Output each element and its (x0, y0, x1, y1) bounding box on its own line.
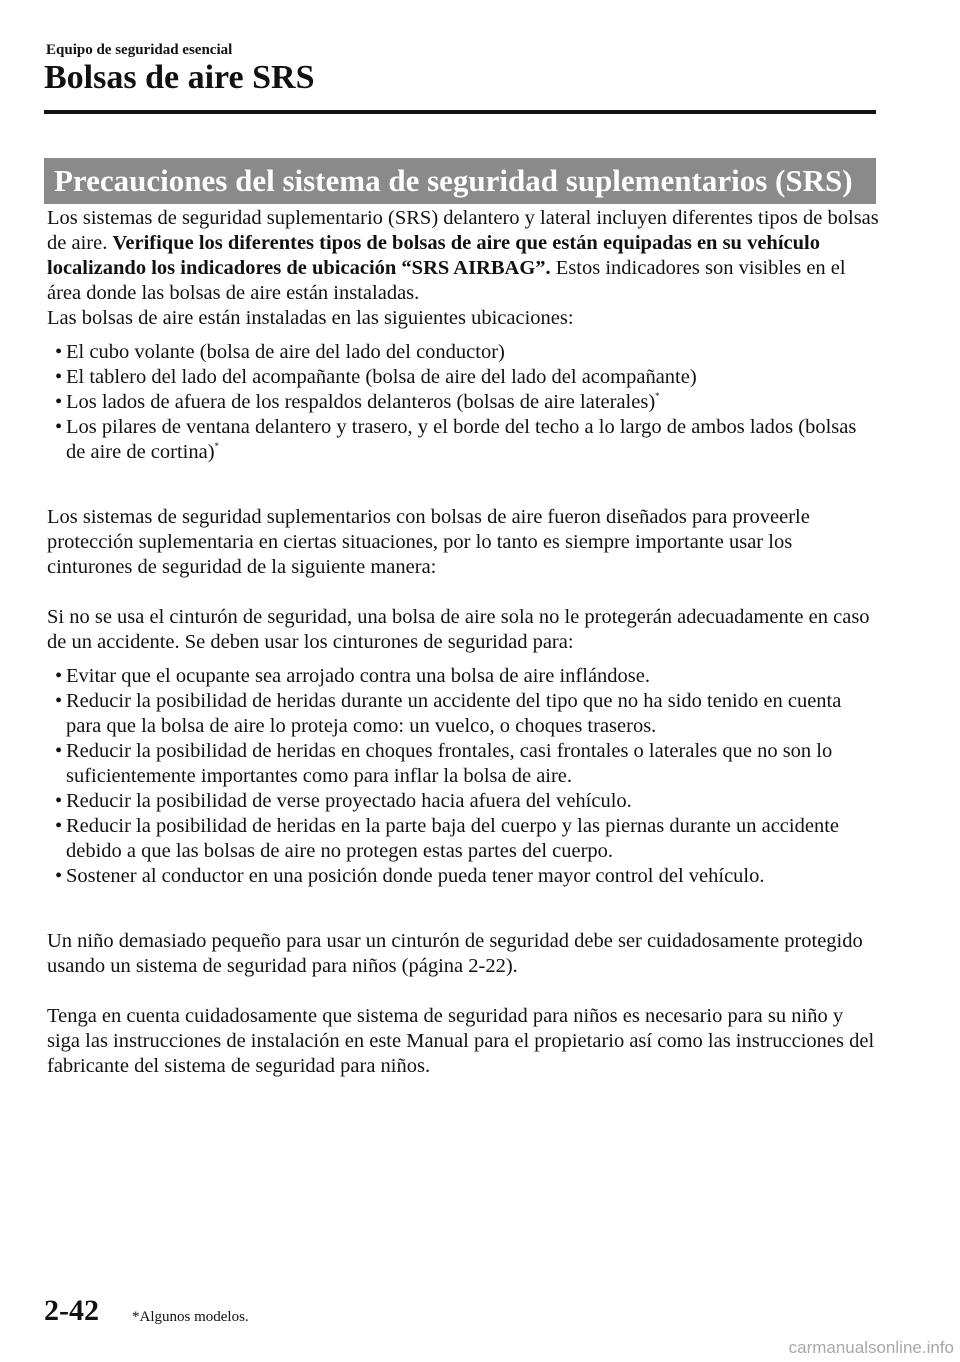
list-item (47, 739, 879, 789)
list-item (47, 789, 879, 814)
instructions-paragraph: Tenga en cuenta cuidadosamente que sistema de seguridad para niños es necesario para su niño y siga las instrucciones de instalación en este Manual para el propietario así como las instrucciones del fabricante del sistema de seguridad para niños. (47, 1005, 875, 1077)
intro-bold-text: Verifique los diferentes tipos de bolsas de aire que están equipadas en su vehículo localizando los indicadores de ubicación “SRS AIRBAG”. (47, 232, 820, 279)
locations-intro: Las bolsas de aire están instaladas en las siguientes ubicaciones: (47, 307, 574, 329)
list-item-text: El cubo volante (bolsa de aire del lado del conductor) (66, 341, 505, 363)
list-item (47, 415, 879, 465)
bullet-icon: • (55, 740, 63, 762)
footnote-mark: * (655, 391, 660, 401)
intro-text: Los sistemas de seguridad suplementario (SRS) delantero y lateral incluyen diferentes tipos de bolsas de aire. (47, 207, 879, 254)
page-content (47, 206, 879, 1079)
list-item-text: El tablero del lado del acompañante (bolsa de aire del lado del acompañante) (66, 366, 697, 388)
intro-paragraph (47, 206, 879, 306)
bullet-icon: • (55, 790, 63, 812)
bullet-icon: • (55, 690, 63, 712)
section-banner (44, 158, 876, 204)
watermark: carmanualsonline.info (788, 1338, 954, 1357)
page-number: 2-42 (44, 1294, 99, 1327)
belt-paragraph: Si no se usa el cinturón de seguridad, una bolsa de aire sola no le protegerán adecuadamente en caso de un accidente. Se deben usar los cinturones de seguridad para: (47, 606, 870, 653)
list-item (47, 689, 879, 739)
list-item-text: Reducir la posibilidad de heridas en choques frontales, casi frontales o laterales que no son lo suficientemente importantes como para inflar la bolsa de aire. (66, 740, 833, 787)
list-item-text: Reducir la posibilidad de heridas durante un accidente del tipo que no ha sido tenido en cuenta para que la bolsa de aire lo proteja como: un vuelco, o choques traseros. (66, 690, 842, 737)
intro-text-end: Estos indicadores son visibles en el área donde las bolsas de aire están instaladas. (47, 257, 846, 304)
child-paragraph: Un niño demasiado pequeño para usar un cinturón de seguridad debe ser cuidadosamente protegido usando un sistema de seguridad para niños (página 2-22). (47, 930, 863, 977)
list-item (47, 864, 879, 889)
bullet-icon: • (55, 366, 63, 388)
section-label: Equipo de seguridad esencial (46, 42, 233, 58)
airbag-locations-list (47, 340, 879, 465)
list-item-text: Sostener al conductor en una posición donde pueda tener mayor control del vehículo. (66, 865, 765, 887)
footnote-mark: * (214, 441, 220, 451)
title-divider (44, 110, 876, 114)
page-title: Bolsas de aire SRS (44, 59, 315, 96)
list-item (47, 340, 879, 365)
list-item (47, 390, 879, 415)
list-item (47, 664, 879, 689)
list-item-text: Los lados de afuera de los respaldos delanteros (bolsas de aire laterales) (66, 391, 656, 413)
belt-reasons-list (47, 664, 879, 889)
list-item (47, 814, 879, 864)
bullet-icon: • (55, 665, 63, 687)
bullet-icon: • (55, 865, 63, 887)
list-item-text: Reducir la posibilidad de verse proyectado hacia afuera del vehículo. (66, 790, 632, 812)
bullet-icon: • (55, 815, 63, 837)
footnote: *Algunos modelos. (132, 1309, 249, 1325)
bullet-icon: • (55, 416, 63, 438)
banner-heading: Precauciones del sistema de seguridad suplementarios (SRS) (54, 163, 853, 198)
bullet-icon: • (55, 391, 63, 413)
list-item-text: Los pilares de ventana delantero y trasero, y el borde del techo a lo largo de ambos lados (bolsas de aire de cortina) (66, 416, 857, 463)
list-item-text: Reducir la posibilidad de heridas en la parte baja del cuerpo y las piernas durante un accidente debido a que las bolsas de aire no protegen estas partes del cuerpo. (66, 815, 839, 862)
design-paragraph: Los sistemas de seguridad suplementarios con bolsas de aire fueron diseñados para proveerle protección suplementaria en ciertas situaciones, por lo tanto es siempre importante usar los cinturones de seguridad de la siguiente manera: (47, 506, 810, 578)
list-item (47, 365, 879, 390)
list-item-text: Evitar que el ocupante sea arrojado contra una bolsa de aire inflándose. (66, 665, 650, 687)
bullet-icon: • (55, 341, 63, 363)
